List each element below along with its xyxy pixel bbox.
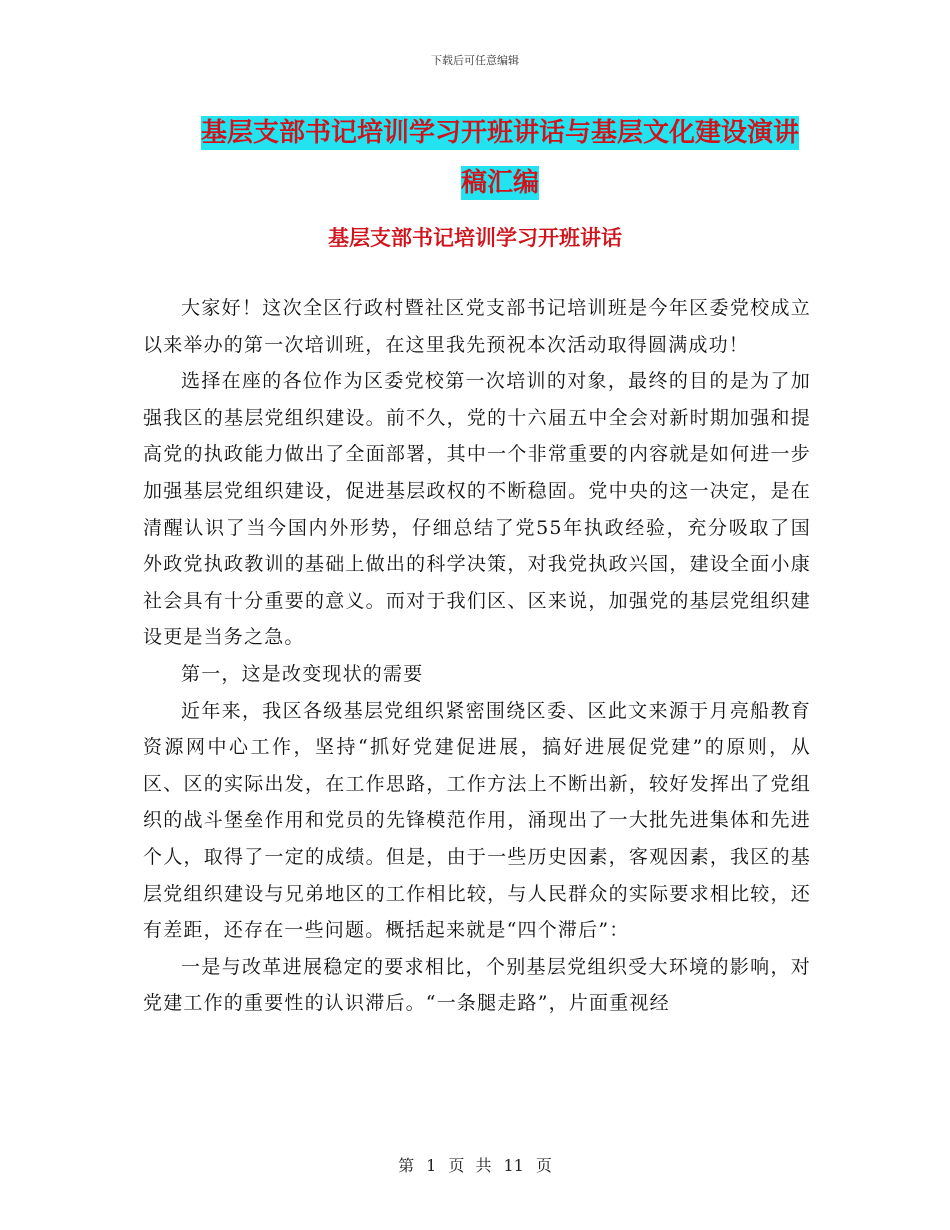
footer-page-number: 1 xyxy=(426,1156,437,1175)
footer-mid: 页 共 xyxy=(448,1156,492,1175)
section-title: 基层支部书记培训学习开班讲话 xyxy=(328,226,622,250)
paragraph-4: 近年来，我区各级基层党组织紧密围绕区委、区此文来源于月亮船教育资源网中心工作，坚持“抓好党建促进展，搞好进展促党建”的原则，从区、区的实际出发，在工作思路，工作方法上不断出新，较好发挥出了党组织的战斗堡垒作用和党员的先锋模范作用，涌现出了一大批先进集体和先进个人，取得了一定的成绩。但是，由于一些历史因素，客观因素，我区的基层党组织建设与兄弟地区的工作相比较，与人民群众的实际要求相比较，还有差距，还存在一些问题。概括起来就是“四个滞后”： xyxy=(143,699,811,942)
document-title xyxy=(120,108,880,208)
document-title-line1: 基层支部书记培训学习开班讲话与基层文化建设演讲 xyxy=(200,118,799,148)
body-text xyxy=(143,290,811,1022)
paragraph-2: 选择在座的各位作为区委党校第一次培训的对象，最终的目的是为了加强我区的基层党组织建设。前不久，党的十六届五中全会对新时期加强和提高党的执政能力做出了全面部署，其中一个非常重要的内容就是如何进一步加强基层党组织建设，促进基层政权的不断稳固。党中央的这一决定，是在清醒认识了当今国内外形势，仔细总结了党55年执政经验，充分吸取了国外政党执政教训的基础上做出的科学决策，对我党执政兴国，建设全面小康社会具有十分重要的意义。而对于我们区、区来说，加强党的基层党组织建设更是当务之急。 xyxy=(143,370,811,649)
page-footer xyxy=(0,1153,950,1176)
paragraph-5: 一是与改革进展稳定的要求相比，个别基层党组织受大环境的影响，对党建工作的重要性的认识滞后。“一条腿走路”，片面重视经 xyxy=(143,955,811,1015)
paragraph-3: 第一，这是改变现状的需要 xyxy=(181,662,424,685)
paragraph-1: 大家好！这次全区行政村暨社区党支部书记培训班是今年区委党校成立以来举办的第一次培训班，在这里我先预祝本次活动取得圆满成功！ xyxy=(143,297,811,356)
footer-suffix: 页 xyxy=(535,1156,552,1175)
footer-total-pages: 11 xyxy=(503,1156,524,1175)
document-title-line2: 稿汇编 xyxy=(460,168,539,198)
header-note: 下载后可任意编辑 xyxy=(431,54,519,67)
footer-prefix: 第 xyxy=(398,1156,415,1175)
